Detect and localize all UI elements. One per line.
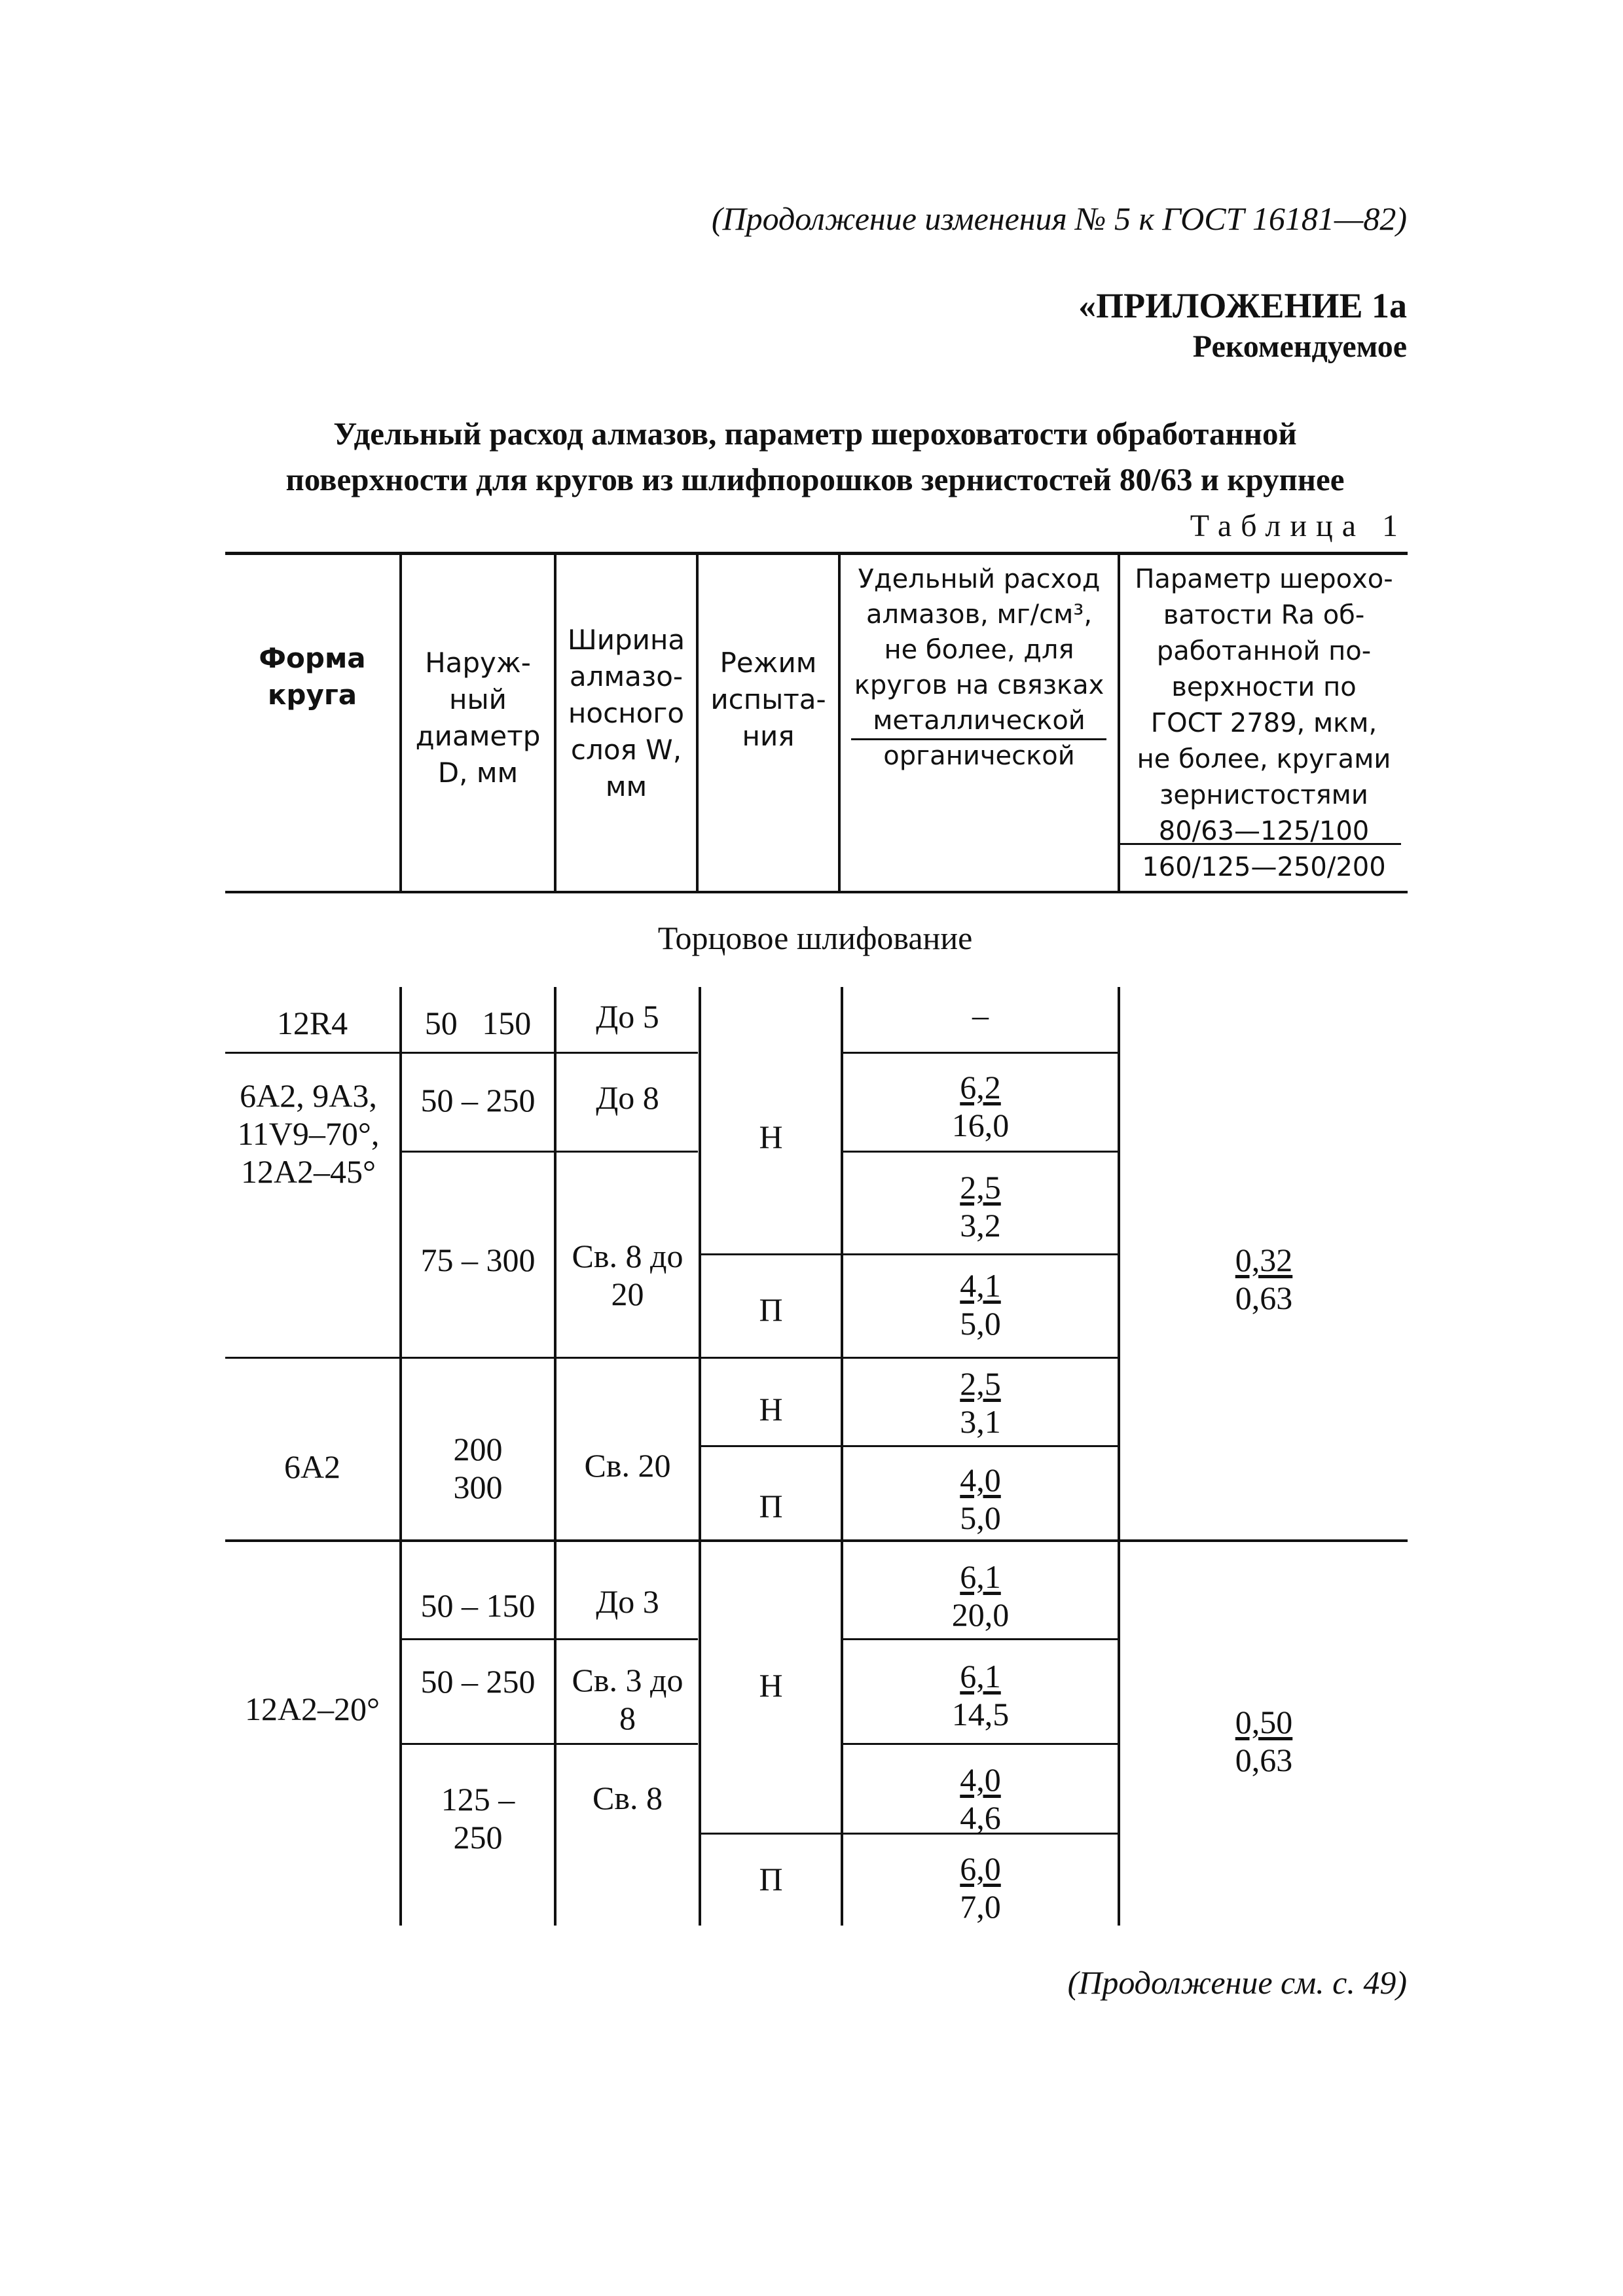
width-sv20: Св. 20 [584, 1447, 671, 1484]
mode-p-2: П [759, 1488, 783, 1524]
consumption-6-1-14-5: $\frac{6,1}{14,5}$ [951, 1658, 1010, 1732]
header-width: Ширина алмазо- носного слоя W, мм [567, 624, 685, 802]
appendix-heading [1078, 285, 1407, 365]
consumption-2-5-3-1: $\frac{2,5}{3,1}$ [960, 1365, 1001, 1440]
shape-12a2-20: 12А2–20° [244, 1691, 380, 1727]
row-rule-7b [841, 1638, 1118, 1640]
mode-h-2: Н [759, 1391, 783, 1427]
consumption-4-0-4-6: $\frac{4,0}{4,6}$ [960, 1761, 1001, 1836]
row-rule-1b [841, 1052, 1118, 1054]
appendix-status: Рекомендуемое [1192, 329, 1407, 364]
title-line-1: Удельный расход алмазов, параметр шероховатости обработанной [333, 416, 1297, 452]
width-sv8: Св. 8 [593, 1780, 663, 1816]
consumption-6-2-16-0: $\frac{6,2}{16,0}$ [951, 1069, 1010, 1143]
mode-p-3: П [759, 1861, 783, 1897]
table-label: Таблица 1 [1190, 509, 1407, 543]
consumption-4-1-5-0: $\frac{4,1}{5,0}$ [960, 1267, 1001, 1342]
width-do8: До 8 [596, 1079, 659, 1116]
continue-note: (Продолжение см. с. 49) [1067, 1964, 1407, 2001]
consumption-6-0-7-0: $\frac{6,0}{7,0}$ [960, 1850, 1001, 1925]
diameter-200-300: 200 300 [453, 1431, 503, 1505]
header-mode: Режим испыта- ния [710, 647, 826, 752]
title-line-2: поверхности для кругов из шлифпорошков зернистостей 80/63 и крупнее [285, 461, 1345, 497]
continuation-header: (Продолжение изменения № 5 к ГОСТ 16181—82) [711, 200, 1407, 237]
row-rule-2 [399, 1151, 698, 1153]
consumption-4-0-5-0: $\frac{4,0}{5,0}$ [960, 1462, 1001, 1536]
roughness-0-32-0-63: $\frac{0,32}{0,63}$ [1235, 1242, 1293, 1316]
header-shape: Форма круга [259, 642, 366, 711]
row-rule-8 [399, 1743, 698, 1745]
body-col-divider-5 [1118, 987, 1120, 1926]
header-bottom-rule [225, 891, 1408, 893]
mode-p-1: П [759, 1291, 783, 1328]
consumption-6-1-20-0: $\frac{6,1}{20,0}$ [951, 1558, 1010, 1633]
header-roughness: Параметр шерохо- ватости Ra об- работанной по- верхности по ГОСТ 2789, мкм, не более, кругами зернистостями 80/63—125/100 160/125—250/200 [1135, 564, 1393, 882]
row-rule-8b [841, 1743, 1118, 1745]
diameter-75-300: 75 – 300 [420, 1242, 536, 1278]
mode-h-3: Н [759, 1667, 783, 1704]
diameter-125-250: 125 – 250 [441, 1781, 515, 1856]
roughness-0-50-0-63: $\frac{0,50}{0,63}$ [1235, 1704, 1293, 1778]
header-diameter: Наруж- ный диаметр D, мм [415, 647, 541, 789]
document-title [223, 411, 1408, 503]
shape-6a2: 6А2 [283, 1448, 341, 1485]
row-rule-6 [225, 1539, 1408, 1542]
width-sv8do20: Св. 8 до 20 [572, 1238, 684, 1312]
diameter-50-250-b: 50 – 250 [420, 1663, 536, 1700]
mode-h-1: Н [759, 1119, 783, 1155]
width-do5: До 5 [596, 998, 659, 1035]
row-rule-5 [699, 1445, 1118, 1447]
consumption-dash: – [972, 997, 989, 1033]
shape-6a2-group: 6А2, 9А3, 11V9–70°, 12А2–45° [237, 1077, 380, 1190]
consumption-2-5-3-2: $\frac{2,5}{3,2}$ [960, 1169, 1001, 1244]
header-top-rule [225, 552, 1408, 555]
row-rule-2b [841, 1151, 1118, 1153]
diameter-50-150-a: 50 150 [424, 1005, 532, 1041]
section-title: Торцовое шлифование [657, 920, 973, 956]
row-rule-1 [225, 1052, 698, 1054]
row-rule-3 [699, 1253, 1118, 1255]
row-rule-7 [399, 1638, 698, 1640]
width-sv3do8: Св. 3 до 8 [572, 1662, 684, 1736]
diameter-50-150-b: 50 – 150 [420, 1587, 536, 1624]
row-rule-4 [225, 1357, 1118, 1359]
diameter-50-250-a: 50 – 250 [420, 1082, 536, 1119]
appendix-title: «ПРИЛОЖЕНИЕ 1а [1078, 286, 1407, 325]
shape-12r4: 12R4 [276, 1005, 348, 1041]
width-do3: До 3 [596, 1583, 659, 1620]
header-consumption: Удельный расход алмазов, мг/см³, не более, для кругов на связках металлической органической [854, 564, 1104, 771]
